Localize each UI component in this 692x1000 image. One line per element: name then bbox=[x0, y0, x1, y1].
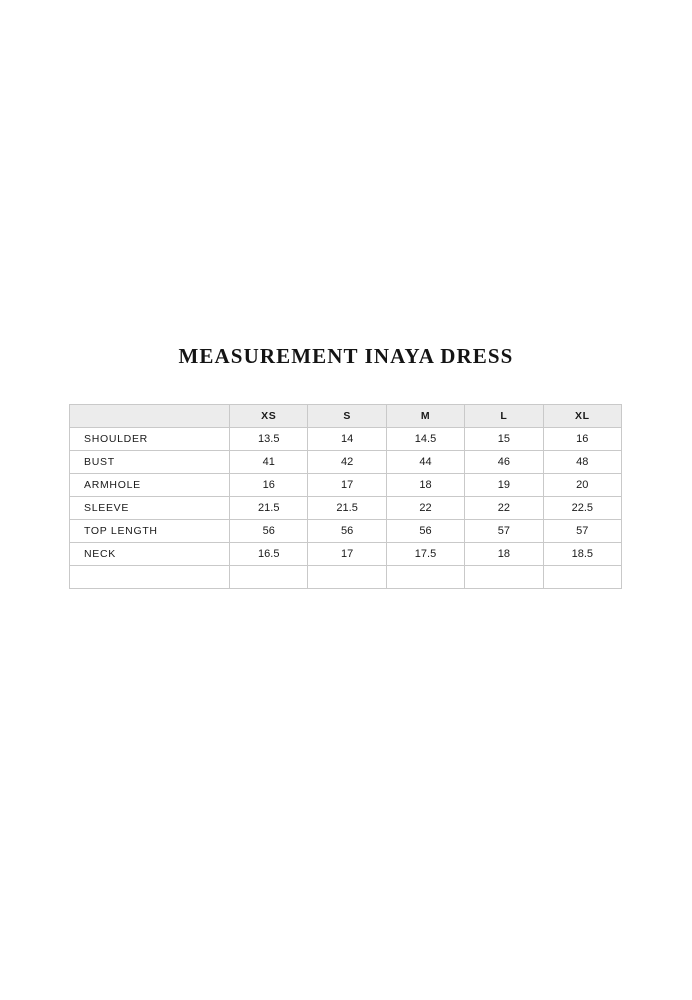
cell-neck-m: 17.5 bbox=[386, 543, 464, 566]
cell-top-length-xs: 56 bbox=[230, 520, 308, 543]
table-row-empty bbox=[70, 566, 622, 589]
cell-bust-m: 44 bbox=[386, 451, 464, 474]
measurement-table bbox=[69, 404, 622, 589]
column-header-xs: XS bbox=[230, 405, 308, 428]
column-header-xl: XL bbox=[543, 405, 621, 428]
table-corner-cell bbox=[70, 405, 230, 428]
cell-neck-xl: 18.5 bbox=[543, 543, 621, 566]
empty-cell bbox=[308, 566, 386, 589]
cell-sleeve-m: 22 bbox=[386, 497, 464, 520]
table-header bbox=[70, 405, 622, 428]
cell-shoulder-m: 14.5 bbox=[386, 428, 464, 451]
column-header-m: M bbox=[386, 405, 464, 428]
measurement-table-container bbox=[69, 404, 622, 589]
column-header-s: S bbox=[308, 405, 386, 428]
row-label-top-length: TOP LENGTH bbox=[70, 520, 230, 543]
empty-cell bbox=[465, 566, 543, 589]
cell-bust-xs: 41 bbox=[230, 451, 308, 474]
cell-top-length-m: 56 bbox=[386, 520, 464, 543]
cell-top-length-xl: 57 bbox=[543, 520, 621, 543]
empty-cell bbox=[230, 566, 308, 589]
cell-shoulder-xs: 13.5 bbox=[230, 428, 308, 451]
row-label-shoulder: SHOULDER bbox=[70, 428, 230, 451]
cell-neck-s: 17 bbox=[308, 543, 386, 566]
cell-bust-xl: 48 bbox=[543, 451, 621, 474]
empty-cell bbox=[386, 566, 464, 589]
table-row bbox=[70, 497, 622, 520]
cell-bust-s: 42 bbox=[308, 451, 386, 474]
cell-sleeve-xl: 22.5 bbox=[543, 497, 621, 520]
column-header-l: L bbox=[465, 405, 543, 428]
cell-neck-l: 18 bbox=[465, 543, 543, 566]
table-row bbox=[70, 543, 622, 566]
cell-shoulder-xl: 16 bbox=[543, 428, 621, 451]
cell-bust-l: 46 bbox=[465, 451, 543, 474]
cell-shoulder-s: 14 bbox=[308, 428, 386, 451]
cell-sleeve-xs: 21.5 bbox=[230, 497, 308, 520]
page-title: MEASUREMENT INAYA DRESS bbox=[178, 344, 514, 368]
cell-shoulder-l: 15 bbox=[465, 428, 543, 451]
cell-armhole-xl: 20 bbox=[543, 474, 621, 497]
table-row bbox=[70, 428, 622, 451]
row-label-armhole: ARMHOLE bbox=[70, 474, 230, 497]
empty-cell bbox=[543, 566, 621, 589]
table-row bbox=[70, 520, 622, 543]
row-label-neck: NECK bbox=[70, 543, 230, 566]
cell-armhole-m: 18 bbox=[386, 474, 464, 497]
cell-armhole-l: 19 bbox=[465, 474, 543, 497]
table-row bbox=[70, 474, 622, 497]
cell-armhole-s: 17 bbox=[308, 474, 386, 497]
cell-top-length-l: 57 bbox=[465, 520, 543, 543]
row-label-bust: BUST bbox=[70, 451, 230, 474]
cell-sleeve-s: 21.5 bbox=[308, 497, 386, 520]
cell-neck-xs: 16.5 bbox=[230, 543, 308, 566]
row-label-sleeve: SLEEVE bbox=[70, 497, 230, 520]
table-body bbox=[70, 428, 622, 589]
table-row bbox=[70, 451, 622, 474]
empty-cell bbox=[70, 566, 230, 589]
cell-top-length-s: 56 bbox=[308, 520, 386, 543]
cell-armhole-xs: 16 bbox=[230, 474, 308, 497]
table-header-row bbox=[70, 405, 622, 428]
cell-sleeve-l: 22 bbox=[465, 497, 543, 520]
